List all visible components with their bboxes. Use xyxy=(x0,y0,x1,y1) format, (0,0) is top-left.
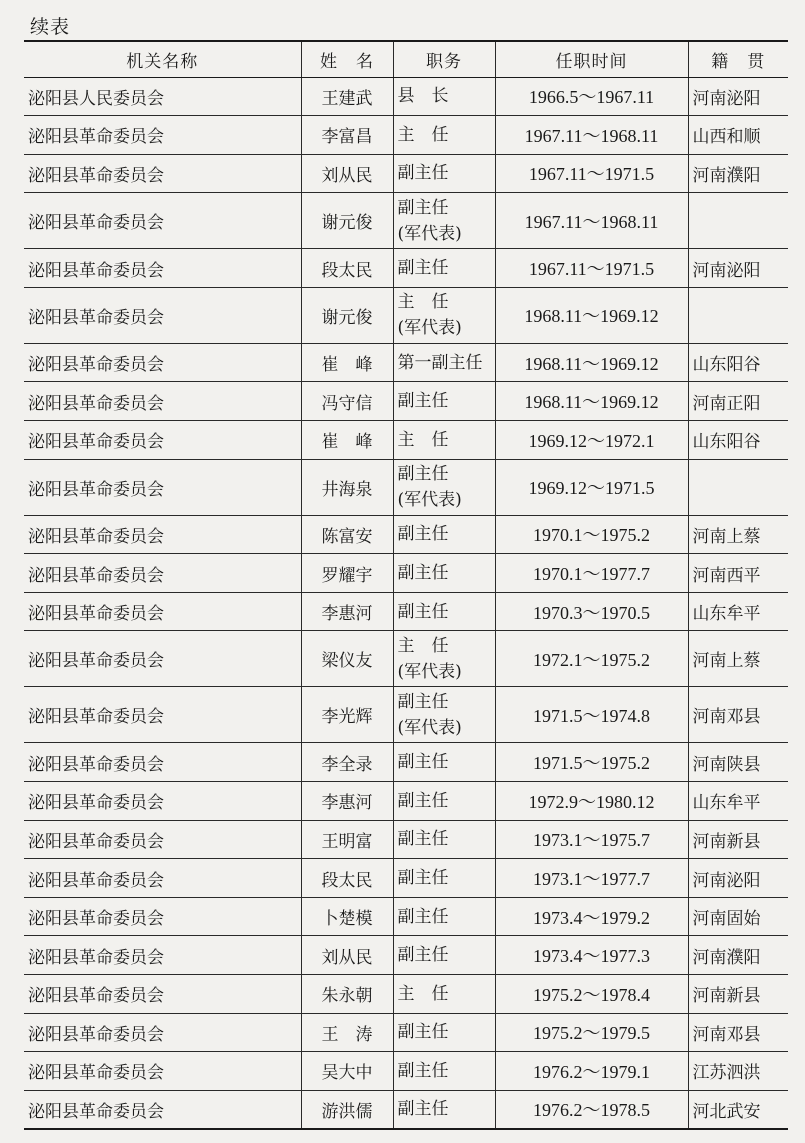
cell-origin: 河北武安 xyxy=(688,1090,788,1129)
cell-name: 刘从民 xyxy=(301,154,393,193)
cell-origin: 江苏泗洪 xyxy=(688,1052,788,1091)
cell-role xyxy=(393,77,495,116)
cell-org: 泌阳县革命委员会 xyxy=(24,343,301,382)
cell-origin: 河南泌阳 xyxy=(688,77,788,116)
cell-role xyxy=(393,743,495,782)
cell-term: 1966.5～1967.11 xyxy=(495,77,688,116)
cell-org: 泌阳县革命委员会 xyxy=(24,1052,301,1091)
cell-origin: 河南泌阳 xyxy=(688,859,788,898)
role-line: 副主任 xyxy=(397,945,449,966)
cell-role xyxy=(393,631,495,687)
role-line: (军代表) xyxy=(397,318,462,339)
cell-origin: 山东牟平 xyxy=(688,592,788,631)
cell-term: 1975.2～1979.5 xyxy=(495,1013,688,1052)
cell-name: 卜楚模 xyxy=(301,897,393,936)
table-row xyxy=(24,116,788,155)
table-row xyxy=(24,554,788,593)
cell-role xyxy=(393,936,495,975)
role-line: 副主任 xyxy=(397,906,449,927)
role-line: (军代表) xyxy=(397,717,462,738)
cell-origin: 河南固始 xyxy=(688,897,788,936)
cell-term: 1969.12～1971.5 xyxy=(495,459,688,515)
role-line: 副主任 xyxy=(397,1022,449,1043)
table-body xyxy=(24,77,788,1129)
cell-name: 李全录 xyxy=(301,743,393,782)
table-row xyxy=(24,631,788,687)
cell-term: 1968.11～1969.12 xyxy=(495,343,688,382)
cell-term: 1976.2～1979.1 xyxy=(495,1052,688,1091)
cell-role xyxy=(393,782,495,821)
table-row xyxy=(24,743,788,782)
cell-name: 王 涛 xyxy=(301,1013,393,1052)
cell-origin: 河南上蔡 xyxy=(688,515,788,554)
cell-name: 李富昌 xyxy=(301,116,393,155)
cell-name: 王明富 xyxy=(301,820,393,859)
cell-role xyxy=(393,193,495,249)
table-row xyxy=(24,859,788,898)
table-row xyxy=(24,1090,788,1129)
role-line: (军代表) xyxy=(397,223,462,244)
cell-origin: 山东阳谷 xyxy=(688,421,788,460)
cell-role xyxy=(393,382,495,421)
cell-term: 1967.11～1968.11 xyxy=(495,116,688,155)
cell-org: 泌阳县革命委员会 xyxy=(24,820,301,859)
table-row xyxy=(24,936,788,975)
cell-name: 罗耀宇 xyxy=(301,554,393,593)
table-row xyxy=(24,287,788,343)
cell-role xyxy=(393,421,495,460)
cell-org: 泌阳县革命委员会 xyxy=(24,554,301,593)
role-line: 副主任 xyxy=(397,829,449,850)
table-row xyxy=(24,421,788,460)
cell-name: 冯守信 xyxy=(301,382,393,421)
cell-role xyxy=(393,859,495,898)
cell-org: 泌阳县革命委员会 xyxy=(24,193,301,249)
table-row xyxy=(24,515,788,554)
cell-origin: 河南新县 xyxy=(688,820,788,859)
cell-role xyxy=(393,592,495,631)
cell-term: 1967.11～1968.11 xyxy=(495,193,688,249)
cell-term: 1970.1～1977.7 xyxy=(495,554,688,593)
cell-name: 李惠河 xyxy=(301,592,393,631)
cell-term: 1972.1～1975.2 xyxy=(495,631,688,687)
cell-name: 王建武 xyxy=(301,77,393,116)
role-line: 主 任 xyxy=(397,124,449,145)
cell-name: 游洪儒 xyxy=(301,1090,393,1129)
table-row xyxy=(24,343,788,382)
cell-name: 李光辉 xyxy=(301,687,393,743)
cell-origin: 河南邓县 xyxy=(688,687,788,743)
cell-role xyxy=(393,343,495,382)
table-row xyxy=(24,193,788,249)
cell-org: 泌阳县革命委员会 xyxy=(24,592,301,631)
cell-term: 1972.9～1980.12 xyxy=(495,782,688,821)
cell-origin: 河南新县 xyxy=(688,975,788,1014)
table-row xyxy=(24,1013,788,1052)
role-line: 副主任 xyxy=(397,258,449,279)
cell-term: 1967.11～1971.5 xyxy=(495,154,688,193)
cell-term: 1976.2～1978.5 xyxy=(495,1090,688,1129)
cell-term: 1971.5～1974.8 xyxy=(495,687,688,743)
cell-origin: 河南正阳 xyxy=(688,382,788,421)
cell-term: 1973.4～1977.3 xyxy=(495,936,688,975)
table-row xyxy=(24,975,788,1014)
role-line: 副主任 xyxy=(397,197,449,218)
header-org: 机关名称 xyxy=(24,41,301,77)
cell-role xyxy=(393,1090,495,1129)
role-line: 副主任 xyxy=(397,691,449,712)
cell-origin: 山东牟平 xyxy=(688,782,788,821)
cell-role xyxy=(393,554,495,593)
cell-org: 泌阳县革命委员会 xyxy=(24,687,301,743)
role-line: 第一副主任 xyxy=(397,352,483,373)
cell-name: 梁仪友 xyxy=(301,631,393,687)
cell-org: 泌阳县革命委员会 xyxy=(24,459,301,515)
role-line: 副主任 xyxy=(397,1099,449,1120)
cell-org: 泌阳县革命委员会 xyxy=(24,249,301,288)
role-line: 县 长 xyxy=(397,86,449,107)
role-line: 主 任 xyxy=(397,983,449,1004)
header-origin: 籍 贯 xyxy=(688,41,788,77)
role-line: 副主任 xyxy=(397,790,449,811)
cell-name: 李惠河 xyxy=(301,782,393,821)
table-header-row xyxy=(24,41,788,77)
role-line: 副主任 xyxy=(397,163,449,184)
role-line: 副主任 xyxy=(397,868,449,889)
cell-origin xyxy=(688,193,788,249)
cell-role xyxy=(393,515,495,554)
role-line: 副主任 xyxy=(397,524,449,545)
table-row xyxy=(24,249,788,288)
cell-org: 泌阳县革命委员会 xyxy=(24,743,301,782)
cell-term: 1969.12～1972.1 xyxy=(495,421,688,460)
cell-name: 朱永朝 xyxy=(301,975,393,1014)
cell-role xyxy=(393,459,495,515)
cell-origin: 山东阳谷 xyxy=(688,343,788,382)
cell-role xyxy=(393,249,495,288)
role-line: (军代表) xyxy=(397,490,462,511)
cell-role xyxy=(393,116,495,155)
cell-role xyxy=(393,897,495,936)
cell-role xyxy=(393,820,495,859)
officials-table xyxy=(24,40,788,1130)
table-row xyxy=(24,687,788,743)
cell-term: 1968.11～1969.12 xyxy=(495,382,688,421)
cell-origin: 河南邓县 xyxy=(688,1013,788,1052)
cell-org: 泌阳县革命委员会 xyxy=(24,975,301,1014)
cell-origin xyxy=(688,287,788,343)
cell-name: 刘从民 xyxy=(301,936,393,975)
cell-role xyxy=(393,287,495,343)
cell-name: 崔 峰 xyxy=(301,421,393,460)
table-row xyxy=(24,154,788,193)
cell-origin: 河南濮阳 xyxy=(688,936,788,975)
cell-origin: 河南上蔡 xyxy=(688,631,788,687)
header-name: 姓 名 xyxy=(301,41,393,77)
cell-origin: 山西和顺 xyxy=(688,116,788,155)
cell-org: 泌阳县革命委员会 xyxy=(24,1090,301,1129)
role-line: 副主任 xyxy=(397,752,449,773)
cell-term: 1973.1～1975.7 xyxy=(495,820,688,859)
cell-role xyxy=(393,154,495,193)
cell-org: 泌阳县革命委员会 xyxy=(24,631,301,687)
cell-org: 泌阳县革命委员会 xyxy=(24,154,301,193)
cell-name: 陈富安 xyxy=(301,515,393,554)
cell-term: 1967.11～1971.5 xyxy=(495,249,688,288)
table-row xyxy=(24,1052,788,1091)
cell-name: 崔 峰 xyxy=(301,343,393,382)
cell-org: 泌阳县人民委员会 xyxy=(24,77,301,116)
cell-origin xyxy=(688,459,788,515)
role-line: 副主任 xyxy=(397,1060,449,1081)
role-line: 副主任 xyxy=(397,601,449,622)
table-row xyxy=(24,897,788,936)
cell-org: 泌阳县革命委员会 xyxy=(24,116,301,155)
cell-term: 1970.3～1970.5 xyxy=(495,592,688,631)
role-line: 副主任 xyxy=(397,563,449,584)
cell-name: 井海泉 xyxy=(301,459,393,515)
role-line: 副主任 xyxy=(397,464,449,485)
cell-name: 段太民 xyxy=(301,249,393,288)
cell-name: 谢元俊 xyxy=(301,193,393,249)
cell-term: 1975.2～1978.4 xyxy=(495,975,688,1014)
role-line: 主 任 xyxy=(397,292,449,313)
cell-term: 1973.4～1979.2 xyxy=(495,897,688,936)
cell-org: 泌阳县革命委员会 xyxy=(24,287,301,343)
cell-name: 谢元俊 xyxy=(301,287,393,343)
cell-org: 泌阳县革命委员会 xyxy=(24,1013,301,1052)
cell-origin: 河南西平 xyxy=(688,554,788,593)
table-row xyxy=(24,820,788,859)
role-line: 副主任 xyxy=(397,391,449,412)
cell-origin: 河南泌阳 xyxy=(688,249,788,288)
cell-org: 泌阳县革命委员会 xyxy=(24,421,301,460)
cell-term: 1971.5～1975.2 xyxy=(495,743,688,782)
cell-origin: 河南陕县 xyxy=(688,743,788,782)
cell-role xyxy=(393,1052,495,1091)
header-role: 职务 xyxy=(393,41,495,77)
cell-org: 泌阳县革命委员会 xyxy=(24,515,301,554)
cell-term: 1968.11～1969.12 xyxy=(495,287,688,343)
table-continuation-caption: 续表 xyxy=(30,16,71,38)
table-row xyxy=(24,592,788,631)
role-line: 主 任 xyxy=(397,429,449,450)
table-row xyxy=(24,782,788,821)
role-line: (军代表) xyxy=(397,661,462,682)
cell-term: 1970.1～1975.2 xyxy=(495,515,688,554)
role-line: 主 任 xyxy=(397,635,449,656)
cell-org: 泌阳县革命委员会 xyxy=(24,897,301,936)
cell-org: 泌阳县革命委员会 xyxy=(24,382,301,421)
cell-org: 泌阳县革命委员会 xyxy=(24,859,301,898)
cell-name: 段太民 xyxy=(301,859,393,898)
header-term: 任职时间 xyxy=(495,41,688,77)
cell-term: 1973.1～1977.7 xyxy=(495,859,688,898)
table-row xyxy=(24,459,788,515)
cell-origin: 河南濮阳 xyxy=(688,154,788,193)
cell-role xyxy=(393,975,495,1014)
cell-role xyxy=(393,1013,495,1052)
cell-org: 泌阳县革命委员会 xyxy=(24,782,301,821)
cell-name: 吴大中 xyxy=(301,1052,393,1091)
cell-role xyxy=(393,687,495,743)
table-row xyxy=(24,77,788,116)
cell-org: 泌阳县革命委员会 xyxy=(24,936,301,975)
table-row xyxy=(24,382,788,421)
